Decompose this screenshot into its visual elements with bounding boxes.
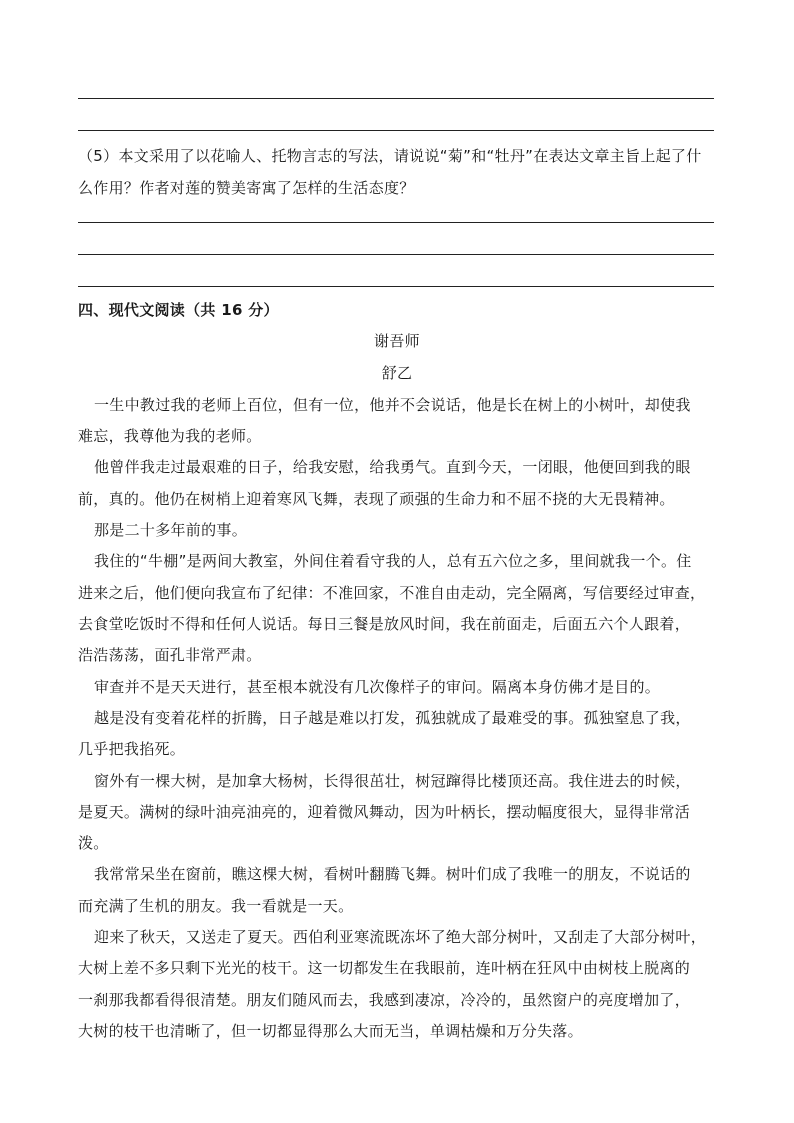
article-line: 我常常呆坐在窗前，瞧这棵大树，看树叶翻腾飞舞。树叶们成了我唯一的朋友，不说话的 [94,865,691,883]
article-line: 他曾伴我走过最艰难的日子，给我安慰，给我勇气。直到今天，一闭眼，他便回到我的眼 [94,458,691,476]
article-line: 审查并不是天天进行，甚至根本就没有几次像样子的审问。隔离本身仿佛才是目的。 [94,678,661,696]
answer-line[interactable] [78,98,714,99]
answer-line[interactable] [78,130,714,131]
article-line: 泼。 [78,834,109,852]
article-line: 浩浩荡荡，面孔非常严肃。 [78,646,262,664]
article-line: 一生中教过我的老师上百位，但有一位，他并不会说话，他是长在树上的小树叶，却使我 [94,396,691,414]
article-line: 我住的“牛棚”是两间大教室，外间住着看守我的人，总有五六位之多，里间就我一个。住 [94,552,692,570]
article-line: 是夏天。满树的绿叶油亮油亮的，迎着微风舞动，因为叶柄长，摆动幅度很大，显得非常活 [78,803,691,821]
article-line: 那是二十多年前的事。 [94,521,248,539]
question-5-line-2: 么作用？作者对莲的赞美寄寓了怎样的生活态度？ [78,179,415,197]
article-line: 进来之后，他们便向我宣布了纪律：不准回家，不准自由走动，完全隔离，写信要经过审查， [78,584,706,602]
article-line: 大树上差不多只剩下光光的枝干。这一切都发生在我眼前，连叶柄在狂风中由树枝上脱离的 [78,959,691,977]
article-title: 谢吾师 [374,332,420,350]
section-heading: 四、现代文阅读（共 16 分） [78,301,279,319]
article-line: 前，真的。他仍在树梢上迎着寒风飞舞，表现了顽强的生命力和不屈不挠的大无畏精神。 [78,490,675,508]
article-line: 越是没有变着花样的折腾，日子越是难以打发，孤独就成了最难受的事。孤独窒息了我， [94,709,691,727]
article-line: 难忘，我尊他为我的老师。 [78,427,262,445]
article-line: 迎来了秋天，又送走了夏天。西伯利亚寒流既冻坏了绝大部分树叶，又刮走了大部分树叶， [94,928,707,946]
article-line: 几乎把我掐死。 [78,740,186,758]
answer-line[interactable] [78,254,714,255]
article-line: 一刹那我都看得很清楚。朋友们随风而去，我感到凄凉，冷冷的，虽然窗户的亮度增加了， [78,991,691,1009]
answer-line[interactable] [78,286,714,287]
article-line: 去食堂吃饭时不得和任何人说话。每日三餐是放风时间，我在前面走，后面五六个人跟着， [78,615,691,633]
answer-line[interactable] [78,222,714,223]
question-5-line-1: （5）本文采用了以花喻人、托物言志的写法，请说说“菊”和“牡丹”在表达文章主旨上起了什 [78,147,702,165]
article-line: 大树的枝干也清晰了，但一切都显得那么大而无当，单调枯燥和万分失落。 [78,1022,583,1040]
article-line: 窗外有一棵大树，是加拿大杨树，长得很茁壮，树冠蹿得比楼顶还高。我住进去的时候， [94,772,691,790]
article-line: 而充满了生机的朋友。我一看就是一天。 [78,897,354,915]
article-author: 舒乙 [381,364,413,382]
